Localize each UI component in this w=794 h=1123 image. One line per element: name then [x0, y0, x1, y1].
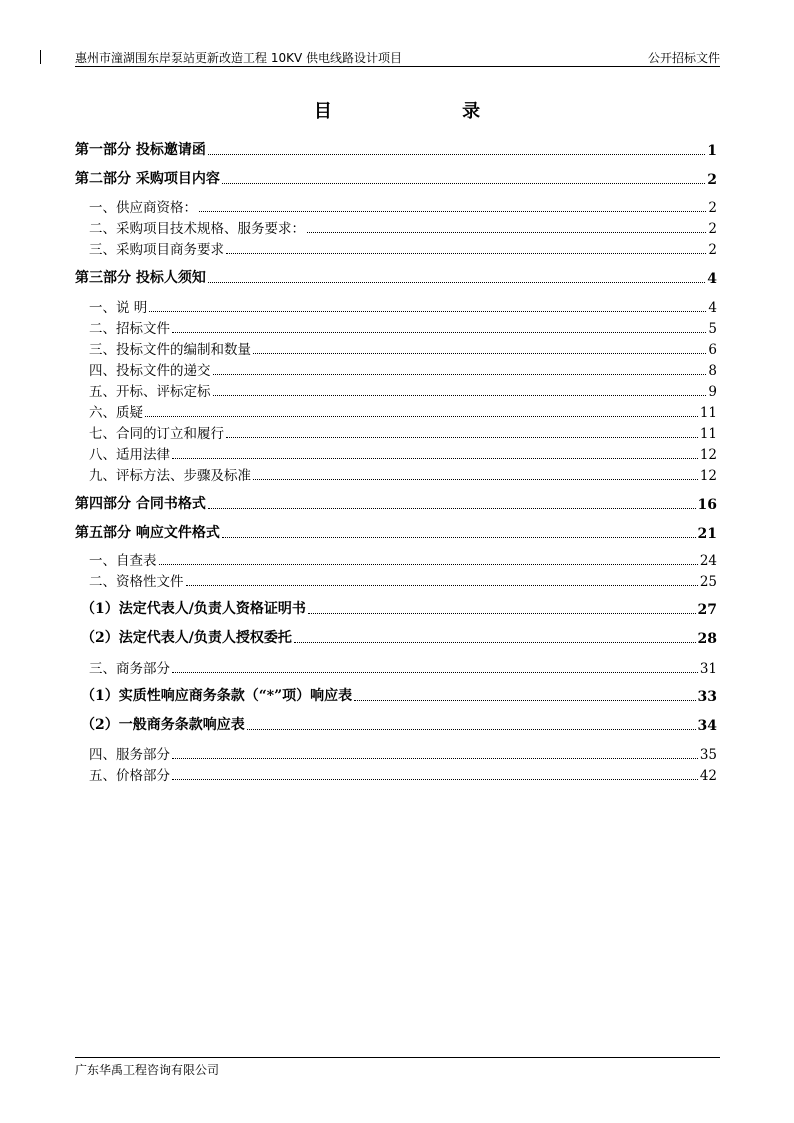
toc-entry[interactable]: [75, 547, 717, 569]
toc-entry-text: 七、合同的订立和履行: [89, 426, 224, 442]
toc-page-number: 28: [697, 631, 717, 647]
toc-entry-text: （2）一般商务条款响应表: [81, 717, 245, 733]
toc-page-number: 27: [697, 602, 717, 618]
toc-entry-text: 八、适用法律: [89, 447, 170, 463]
toc-page-number: 12: [699, 468, 717, 484]
toc-dot-leader: [208, 507, 696, 509]
toc-page-number: 5: [708, 321, 717, 337]
toc-entry-text: 四、投标文件的递交: [89, 363, 211, 379]
toc-dot-leader: [199, 210, 706, 212]
toc-entry-text: 三、投标文件的编制和数量: [89, 342, 251, 358]
toc-entry-text: 第四部分 合同书格式: [75, 496, 206, 512]
toc-dot-leader: [222, 182, 705, 184]
page-header: [75, 46, 720, 67]
toc-page-number: 2: [708, 221, 717, 237]
toc-page-number: 8: [708, 363, 717, 379]
toc-entry-text: 二、招标文件: [89, 321, 170, 337]
header-doc-type: 公开招标文件: [647, 51, 720, 65]
toc-entry-text: 二、采购项目技术规格、服务要求：: [89, 221, 305, 237]
toc-dot-leader: [208, 153, 705, 155]
toc-entry[interactable]: [75, 265, 717, 287]
toc-page-number: 33: [697, 689, 717, 705]
toc-entry[interactable]: [75, 491, 717, 513]
toc-dot-leader: [308, 612, 696, 614]
toc-entry[interactable]: [75, 137, 717, 159]
toc-page-number: 6: [708, 342, 717, 358]
toc-dot-leader: [149, 310, 706, 312]
toc-entry[interactable]: [75, 420, 717, 442]
toc-page-number: 31: [699, 661, 717, 677]
page-footer: [75, 1057, 720, 1077]
toc-entry[interactable]: [75, 194, 717, 216]
toc-entry-text: （1）法定代表人/负责人资格证明书: [81, 601, 306, 617]
toc-page-number: 12: [699, 447, 717, 463]
toc-dot-leader: [222, 536, 696, 538]
toc-entry-text: 一、自查表: [89, 553, 157, 569]
toc-dot-leader: [253, 352, 706, 354]
toc-entry-text: （1）实质性响应商务条款（“*”项）响应表: [81, 688, 353, 704]
toc-dot-leader: [247, 728, 696, 730]
toc-entry-text: 第三部分 投标人须知: [75, 270, 206, 286]
header-project-title: 惠州市潼湖围东岸泵站更新改造工程 10KV 供电线路设计项目: [75, 51, 402, 65]
toc-dot-leader: [186, 584, 698, 586]
toc-entry[interactable]: [75, 166, 717, 188]
toc-dot-leader: [172, 778, 698, 780]
toc-entry[interactable]: [75, 683, 717, 705]
toc-dot-leader: [354, 699, 695, 701]
toc-entry-text: 一、供应商资格：: [89, 200, 197, 216]
toc-page-number: 35: [699, 747, 717, 763]
toc-dot-leader: [226, 436, 698, 438]
toc-page-number: 16: [697, 497, 717, 513]
toc-dot-leader: [208, 281, 705, 283]
toc-entry[interactable]: [75, 336, 717, 358]
toc-dot-leader: [213, 373, 707, 375]
toc-dot-leader: [172, 331, 706, 333]
toc-page-number: 2: [707, 172, 717, 188]
toc-entry-text: 六、质疑: [89, 405, 143, 421]
toc-page-number: 21: [697, 526, 717, 542]
toc-dot-leader: [172, 671, 698, 673]
toc-page-number: 25: [699, 574, 717, 590]
toc-page-number: 9: [708, 384, 717, 400]
toc-entry-text: （2）法定代表人/负责人授权委托: [81, 630, 292, 646]
header-margin-mark: [40, 50, 41, 64]
toc-entry-text: 五、价格部分: [89, 768, 170, 784]
toc-entry[interactable]: [75, 315, 717, 337]
toc-entry[interactable]: [75, 236, 717, 258]
toc-entry-text: 第五部分 响应文件格式: [75, 525, 220, 541]
toc-entry-text: 五、开标、评标定标: [89, 384, 211, 400]
toc-entry[interactable]: [75, 215, 717, 237]
toc-dot-leader: [253, 478, 698, 480]
toc-dot-leader: [172, 457, 698, 459]
toc-entry[interactable]: [75, 741, 717, 763]
toc-dot-leader: [213, 394, 707, 396]
toc-title: 目 录: [313, 101, 543, 122]
toc-page-number: 11: [699, 405, 717, 421]
toc-entry[interactable]: [75, 357, 717, 379]
toc-entry[interactable]: [75, 762, 717, 784]
toc-dot-leader: [159, 563, 698, 565]
toc-entry-text: 三、商务部分: [89, 661, 170, 677]
toc-entry[interactable]: [75, 520, 717, 542]
toc-page-number: 24: [699, 553, 717, 569]
toc-entry[interactable]: [75, 712, 717, 734]
toc-dot-leader: [226, 252, 706, 254]
footer-company: 广东华禹工程咨询有限公司: [75, 1063, 220, 1077]
toc-entry-text: 四、服务部分: [89, 747, 170, 763]
toc-entry-text: 第一部分 投标邀请函: [75, 142, 206, 158]
toc-page-number: 42: [699, 768, 717, 784]
toc-entry[interactable]: [75, 399, 717, 421]
toc-page-number: 1: [707, 143, 717, 159]
toc-page-number: 4: [708, 300, 717, 316]
toc-entry-text: 一、说 明: [89, 300, 148, 316]
toc-page-number: 2: [708, 242, 717, 258]
toc-dot-leader: [307, 231, 706, 233]
toc-dot-leader: [172, 757, 698, 759]
toc-entry-text: 二、资格性文件: [89, 574, 184, 590]
toc-entry[interactable]: [75, 441, 717, 463]
toc-entry-text: 三、采购项目商务要求: [89, 242, 224, 258]
toc-entry[interactable]: [75, 294, 717, 316]
toc-page-number: 34: [697, 718, 717, 734]
toc-page-number: 11: [699, 426, 717, 442]
toc-entry[interactable]: [75, 462, 717, 484]
toc-dot-leader: [145, 415, 698, 417]
toc-dot-leader: [294, 641, 696, 643]
toc-entry-text: 九、评标方法、步骤及标准: [89, 468, 251, 484]
toc-entry[interactable]: [75, 596, 717, 618]
toc-entry[interactable]: [75, 378, 717, 400]
toc-page-number: 4: [707, 271, 717, 287]
toc-page-number: 2: [708, 200, 717, 216]
toc-entry[interactable]: [75, 625, 717, 647]
toc-entry[interactable]: [75, 655, 717, 677]
toc-entry[interactable]: [75, 568, 717, 590]
toc-entry-text: 第二部分 采购项目内容: [75, 171, 220, 187]
